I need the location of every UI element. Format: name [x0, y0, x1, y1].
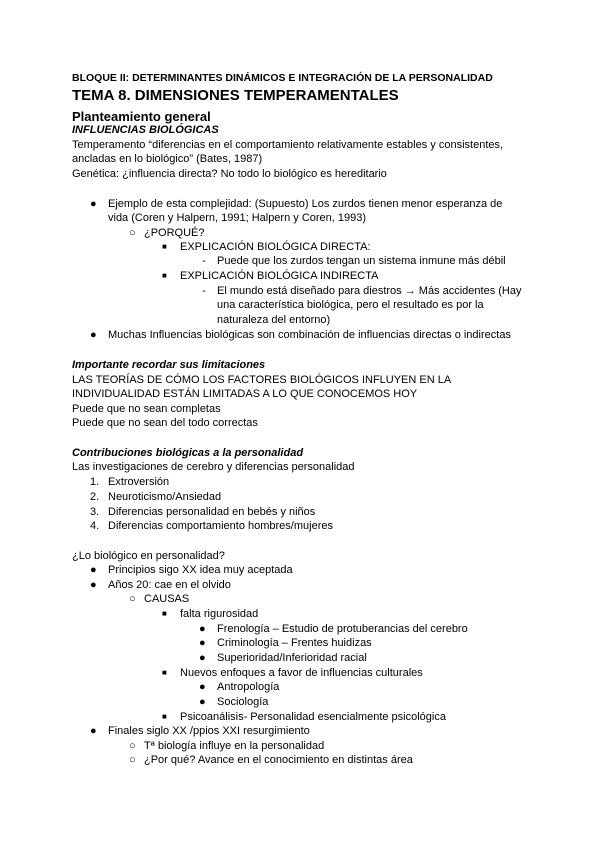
directa-item: EXPLICACIÓN BIOLÓGICA DIRECTA: — [180, 241, 371, 253]
bullet-square-icon: ■ — [162, 271, 167, 280]
porque-item: ¿PORQUÉ? — [144, 227, 205, 239]
causas-item: CAUSAS — [144, 593, 190, 605]
bullet-square-icon: ■ — [162, 668, 167, 677]
indirecta-item: EXPLICACIÓN BIOLÓGICA INDIRECTA — [180, 270, 379, 282]
indirecta-sub-line: naturaleza del entorno) — [217, 314, 331, 326]
bullet-disc-icon: ● — [199, 637, 206, 649]
bullet-disc-icon: ● — [90, 198, 97, 210]
muchas-item: Muchas Influencias biológicas son combinación de influencias directas o indirectas — [108, 329, 511, 341]
bullet-disc-icon: ● — [90, 725, 97, 737]
nuevos-item: Nuevos enfoques a favor de influencias culturales — [180, 667, 423, 679]
limitaciones-line: LAS TEORÍAS DE CÓMO LOS FACTORES BIOLÓGICOS INFLUYEN EN LA — [72, 374, 452, 386]
bullet-disc-icon: ● — [199, 696, 206, 708]
list-number: 2. — [90, 491, 100, 503]
example-line: vida (Coren y Halpern, 1991; Halpern y Coren, 1993) — [108, 212, 367, 224]
bullet-circle-icon: ○ — [129, 227, 136, 239]
limitaciones-line: INDIVIDUALIDAD ESTÁN LIMITADAS A LO QUE CONOCEMOS HOY — [72, 388, 418, 400]
contribucion-item: Neuroticismo/Ansiedad — [108, 491, 222, 503]
paragraph-line: ancladas en lo biológico” (Bates, 1987) — [72, 153, 263, 165]
bullet-dash-icon: - — [202, 255, 206, 267]
tema-heading: TEMA 8. DIMENSIONES TEMPERAMENTALES — [72, 87, 399, 104]
bullet-dash-icon: - — [202, 285, 206, 297]
bullet-disc-icon: ● — [199, 681, 206, 693]
list-number: 1. — [90, 476, 100, 488]
falta-item: falta rigurosidad — [180, 608, 259, 620]
principios-item: Principios sigo XX idea muy aceptada — [108, 564, 293, 576]
block-heading: BLOQUE II: DETERMINANTES DINÁMICOS E INTEGRACIÓN DE LA PERSONALIDAD — [72, 72, 493, 84]
biologico-question: ¿Lo biológico en personalidad? — [72, 550, 225, 562]
bullet-disc-icon: ● — [90, 579, 97, 591]
contribucion-item: Diferencias comportamiento hombres/mujeres — [108, 520, 333, 532]
contribucion-item: Diferencias personalidad en bebés y niños — [108, 506, 316, 518]
indirecta-sub-line: El mundo está diseñado para diestros → Más accidentes (Hay — [217, 285, 522, 297]
finales-item: Finales siglo XX /ppios XXI resurgimiento — [108, 725, 310, 737]
anos20-item: Años 20: cae en el olvido — [108, 579, 231, 591]
limitaciones-line: Puede que no sean completas — [72, 403, 221, 415]
limitaciones-title: Importante recordar sus limitaciones — [72, 359, 266, 371]
falta-sub-item: Criminología – Frentes huidizas — [217, 637, 372, 649]
bullet-disc-icon: ● — [199, 623, 206, 635]
paragraph-line: Temperamento “diferencias en el comportamiento relativamente estables y consistentes, — [72, 139, 504, 151]
falta-sub-item: Frenología – Estudio de protuberancias del cerebro — [217, 623, 468, 635]
directa-sub-item: Puede que los zurdos tengan un sistema inmune más débil — [217, 255, 506, 267]
paragraph-line: Genética: ¿influencia directa? No todo lo biológico es hereditario — [72, 168, 387, 180]
bullet-circle-icon: ○ — [129, 740, 136, 752]
finales-sub-item: Tª biología influye en la personalidad — [144, 740, 325, 752]
bullet-disc-icon: ● — [90, 329, 97, 341]
contribucion-item: Extroversión — [108, 476, 170, 488]
list-number: 3. — [90, 506, 100, 518]
bullet-square-icon: ■ — [162, 609, 167, 618]
bullet-disc-icon: ● — [199, 652, 206, 664]
list-number: 4. — [90, 520, 100, 532]
example-line: Ejemplo de esta complejidad: (Supuesto) Los zurdos tienen menor esperanza de — [108, 198, 503, 210]
influencias-title: INFLUENCIAS BIOLÓGICAS — [72, 124, 219, 136]
psico-item: Psicoanálisis- Personalidad esencialmente psicológica — [180, 711, 446, 723]
limitaciones-line: Puede que no sean del todo correctas — [72, 417, 258, 429]
falta-sub-item: Superioridad/Inferioridad racial — [217, 652, 367, 664]
section-heading: Planteamiento general — [72, 109, 211, 124]
bullet-disc-icon: ● — [90, 564, 97, 576]
nuevos-sub-item: Antropología — [217, 681, 280, 693]
bullet-square-icon: ■ — [162, 242, 167, 251]
bullet-square-icon: ■ — [162, 712, 167, 721]
contribuciones-intro: Las investigaciones de cerebro y diferencias personalidad — [72, 461, 355, 473]
nuevos-sub-item: Sociología — [217, 696, 269, 708]
bullet-circle-icon: ○ — [129, 754, 136, 766]
bullet-circle-icon: ○ — [129, 593, 136, 605]
finales-sub-item: ¿Por qué? Avance en el conocimiento en distintas área — [144, 754, 413, 766]
indirecta-sub-line: una característica biológica, pero el resultado es por la — [217, 299, 484, 311]
contribuciones-title: Contribuciones biológicas a la personalidad — [72, 447, 304, 459]
